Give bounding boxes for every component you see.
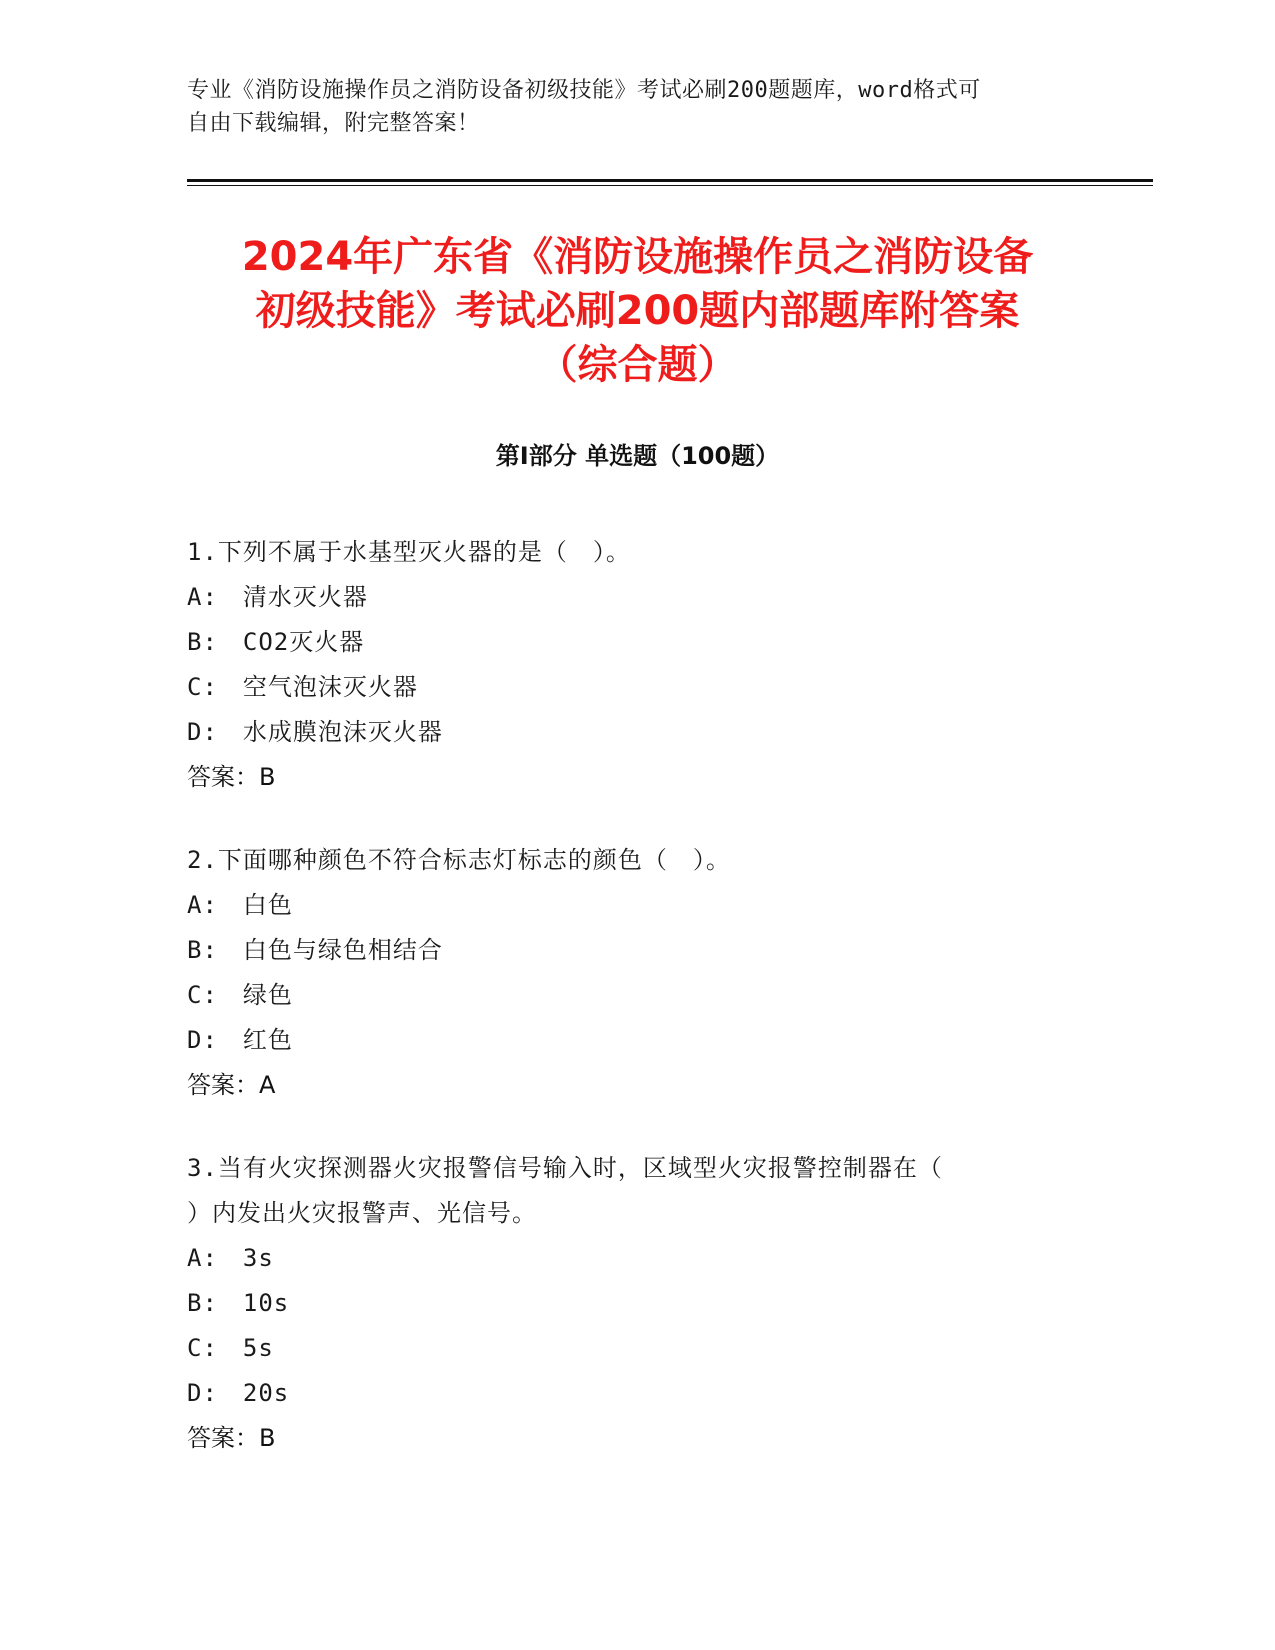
answer: 答案：B: [187, 1424, 276, 1452]
header-note: [187, 74, 1057, 140]
option-a: A: 3s: [187, 1244, 274, 1272]
option-b: B: 10s: [187, 1289, 290, 1317]
document-title-line-3: （综合题）: [537, 342, 738, 388]
answer: 答案：A: [187, 1071, 276, 1099]
header-note-line-1: 专业《消防设施操作员之消防设备初级技能》考试必刷200题题库，word格式可: [187, 78, 981, 103]
question-list: [187, 530, 1067, 1499]
option-d: D: 20s: [187, 1379, 290, 1407]
header-divider-thick: [187, 179, 1153, 182]
header-note-line-2: 自由下载编辑，附完整答案！: [187, 111, 480, 136]
option-c: C: 空气泡沫灭火器: [187, 673, 418, 701]
option-b: B: 白色与绿色相结合: [187, 936, 443, 964]
option-d: D: 水成膜泡沫灭火器: [187, 718, 443, 746]
question-stem: 1.下列不属于水基型灭火器的是（ ）。: [187, 538, 631, 566]
header-divider-thin: [187, 185, 1153, 186]
document-title: [130, 230, 1145, 392]
option-a: A: 白色: [187, 891, 293, 919]
question-3: [187, 1146, 1067, 1461]
option-b: B: CO2灭火器: [187, 628, 365, 656]
question-stem-line-2: ）内发出火灾报警声、光信号。: [187, 1199, 537, 1227]
document-title-line-1: 2024年广东省《消防设施操作员之消防设备: [241, 234, 1034, 280]
question-1: [187, 530, 1067, 800]
question-stem-line-1: 3.当有火灾探测器火灾报警信号输入时，区域型火灾报警控制器在（: [187, 1154, 943, 1182]
option-c: C: 绿色: [187, 981, 293, 1009]
answer: 答案：B: [187, 763, 276, 791]
document-title-line-2: 初级技能》考试必刷200题内部题库附答案: [255, 288, 1020, 334]
section-heading: 第Ⅰ部分 单选题（100题）: [495, 442, 780, 470]
option-c: C: 5s: [187, 1334, 274, 1362]
question-stem: 2.下面哪种颜色不符合标志灯标志的颜色（ ）。: [187, 846, 731, 874]
option-a: A: 清水灭火器: [187, 583, 368, 611]
question-2: [187, 838, 1067, 1108]
option-d: D: 红色: [187, 1026, 293, 1054]
